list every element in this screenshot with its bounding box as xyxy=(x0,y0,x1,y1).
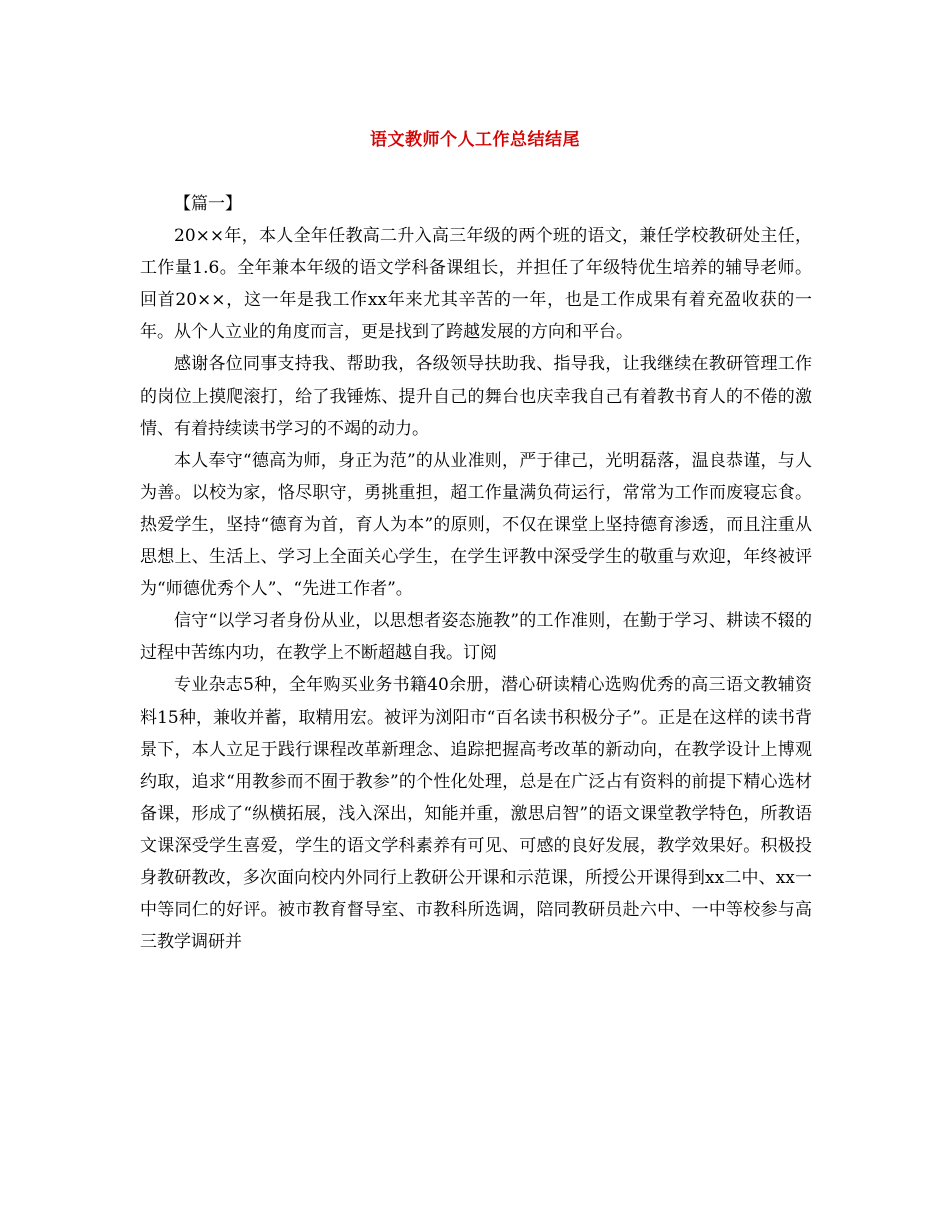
document-title: 语文教师个人工作总结结尾 xyxy=(370,130,580,150)
paragraph-1: 20××年，本人全年任教高二升入高三年级的两个班的语文，兼任学校教研处主任，工作量1.6。全年兼本年级的语文学科备课组长，并担任了年级特优生培养的辅导老师。回首20××，这一年是我工作xx年来尤其辛苦的一年，也是工作成果有着充盈收获的一年。从个人立业的角度而言，更是找到了跨越发展的方向和平台。 xyxy=(140,226,812,343)
paragraph-4: 信守“以学习者身份从业，以思想者姿态施教”的工作准则，在勤于学习、耕读不辍的过程中苦练内功，在教学上不断超越自我。订阅 xyxy=(140,611,812,664)
paragraph-2: 感谢各位同事支持我、帮助我，各级领导扶助我、指导我，让我继续在教研管理工作的岗位上摸爬滚打，给了我锤炼、提升自己的舞台也庆幸我自己有着教书育人的不倦的激情、有着持续读书学习的不竭的动力。 xyxy=(140,354,812,439)
document-body xyxy=(140,188,812,958)
paragraph-5: 专业杂志5种，全年购买业务书籍40余册，潜心研读精心选购优秀的高三语文教辅资料15种，兼收并蓄，取精用宏。被评为浏阳市“百名读书积极分子”。正是在这样的读书背景下，本人立足于践行课程改革新理念、追踪把握高考改革的新动向，在教学设计上博观约取，追求“用教参而不囿于教参”的个性化处理，总是在广泛占有资料的前提下精心选材备课，形成了“纵横拓展，浅入深出，知能并重，激思启智”的语文课堂教学特色，所教语文课深受学生喜爱，学生的语文学科素养有可见、可感的良好发展，教学效果好。积极投身教研教改，多次面向校内外同行上教研公开课和示范课，所授公开课得到xx二中、xx一中等同仁的好评。被市教育督导室、市教科所选调，陪同教研员赴六中、一中等校参与高三教学调研并 xyxy=(140,675,812,953)
paragraph-3: 本人奉守“德高为师，身正为范”的从业准则，严于律己，光明磊落，温良恭谨，与人为善。以校为家，恪尽职守，勇挑重担，超工作量满负荷运行，常常为工作而废寝忘食。热爱学生，坚持“德育为首，育人为本”的原则，不仅在课堂上坚持德育渗透，而且注重从思想上、生活上、学习上全面关心学生，在学生评教中深受学生的敬重与欢迎，年终被评为“师德优秀个人”、“先进工作者”。 xyxy=(140,450,812,600)
section-label: 【篇一】 xyxy=(174,194,242,214)
